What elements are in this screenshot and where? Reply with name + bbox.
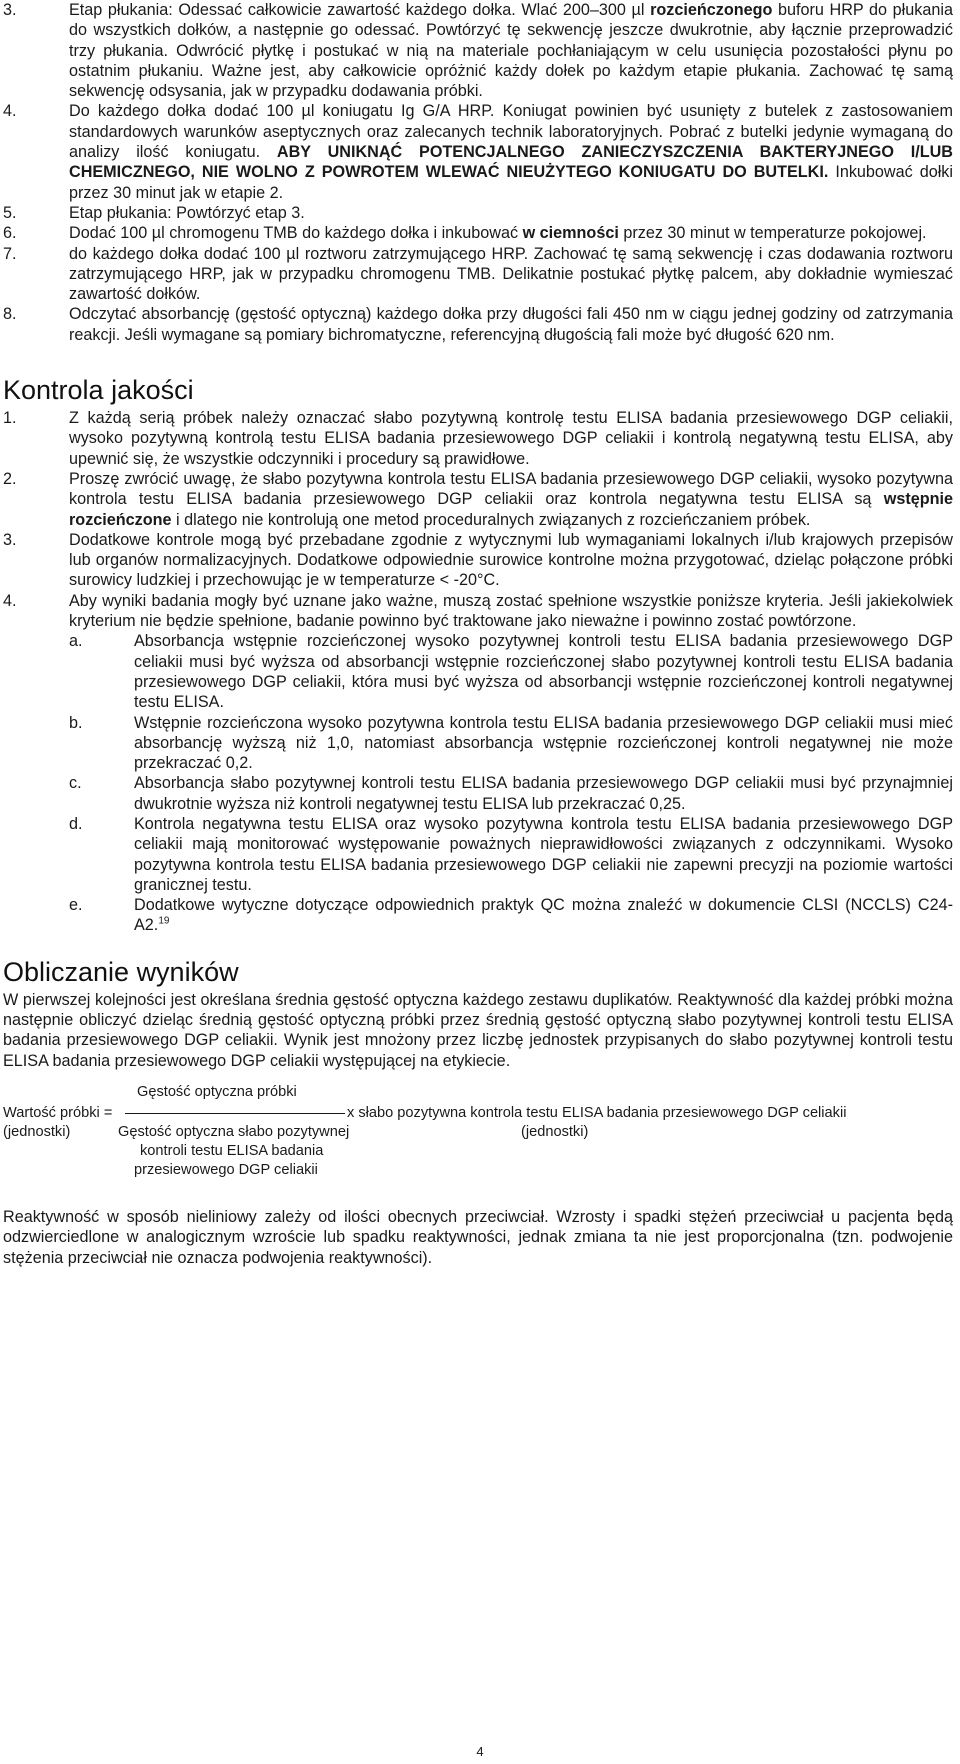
procedure-step-item	[3, 0, 953, 101]
qc-item	[3, 591, 953, 632]
qc-criterion-item	[69, 895, 953, 936]
results-outro-paragraph: Reaktywność w sposób nieliniowy zależy od ilości obecnych przeciwciał. Wzrosty i spadki stężeń przeciwciał u pacjenta będą odzwierciedlone w analogicznym wzroście lub spadku reaktywności, jednak zmiana ta nie jest proporcjonalna (tzn. podwojenie stężenia przeciwciał nie oznacza podwojenia reaktywności).	[3, 1207, 953, 1267]
qc-criterion-item	[69, 773, 953, 814]
qc-criterion-item	[69, 631, 953, 712]
formula-denominator-line-2: kontroli testu ELISA badania	[140, 1142, 324, 1159]
document-content	[3, 0, 953, 1268]
text-run: Etap płukania: Odessać całkowicie zawartość każdego dołka. Wlać 200–300 µl	[69, 1, 651, 19]
results-intro-paragraph: W pierwszej kolejności jest określana średnia gęstość optyczna każdego zestawu duplikatów. Reaktywność dla każdej próbki można następnie obliczyć dzieląc średnią gęstość optyczną próbki przez średnią gęstość optyczną słabo pozytywnej kontroli testu ELISA badania przesiewowego DGP celiakii. Wynik jest mnożony przez liczbę jednostek przypisanych do słabo pozytywnej kontroli testu ELISA badania przesiewowego DGP celiakii występującej na etykiecie.	[3, 990, 953, 1070]
qc-criterion-item-number: e.	[69, 896, 83, 915]
quality-control-criteria-list	[69, 631, 953, 935]
qc-item-number: 2.	[3, 469, 17, 488]
procedure-step-item-number: 3.	[3, 1, 17, 19]
qc-item-number: 3.	[3, 530, 17, 549]
text-run: Do każdego dołka dodać 100 µl koniugatu Ig G/A HRP. Koniugat powinien być usunięty z butelek z zastosowaniem standardowych warunków aseptycznych oraz zalecanych technik laboratoryjnych. Pobrać z butelki jedynie wymaganą do analizy ilość koniugatu.	[69, 102, 953, 162]
qc-item	[3, 408, 953, 469]
qc-item-number: 4.	[3, 591, 17, 610]
procedure-step-item-text	[69, 223, 953, 243]
procedure-step-item-number: 5.	[3, 203, 17, 222]
fraction-bar	[125, 1113, 345, 1114]
procedure-step-item	[3, 244, 953, 305]
emphasis-text: wstępnie rozcieńczone	[69, 490, 953, 529]
text-run: i dlatego nie kontrolują one metod proceduralnych związanych z rozcieńczaniem próbek.	[171, 510, 811, 529]
text-run: Wstępnie rozcieńczona wysoko pozytywna kontrola testu ELISA badania przesiewowego DGP celiakii musi mieć absorbancję wyższą niż 1,0, natomiast absorbancja wstępnie rozcieńczonej kontroli negatywnej nie może przekraczać 0,2.	[134, 713, 953, 773]
qc-item	[3, 469, 953, 530]
formula-numerator: Gęstość optyczna próbki	[137, 1083, 297, 1100]
qc-criterion-item-text	[134, 631, 953, 712]
text-run: Dodatkowe wytyczne dotyczące odpowiednich praktyk QC można znaleźć w dokumencie CLSI (NCCLS) C24-A2.	[134, 896, 953, 935]
procedure-step-item-number: 4.	[3, 102, 17, 121]
quality-control-heading: Kontrola jakości	[3, 375, 194, 406]
procedure-step-item-text	[69, 0, 953, 101]
page-number: 4	[476, 1744, 484, 1759]
results-calculation-heading: Obliczanie wyników	[3, 956, 239, 987]
qc-criterion-item	[69, 814, 953, 895]
emphasis-text: rozcieńczonego	[650, 1, 773, 19]
qc-item-text	[69, 591, 953, 632]
qc-criterion-item-number: d.	[69, 814, 83, 833]
text-run: Inkubować dołki przez 30 minut jak w etapie 2.	[69, 163, 953, 202]
qc-item	[3, 530, 953, 591]
qc-criterion-item-number: c.	[69, 774, 82, 793]
text-run: do każdego dołka dodać 100 µl roztworu zatrzymującego HRP. Zachować tę samą sekwencję i czas dodawania roztworu zatrzymującego HRP, jak w przypadku chromogenu TMB. Delikatnie postukać płytkę palcem, aby dokładnie wymieszać zawartość dołków.	[69, 244, 953, 304]
procedure-step-item	[3, 203, 953, 223]
procedure-step-item	[3, 223, 953, 243]
qc-criterion-item-number: a.	[69, 632, 83, 651]
text-run: Z każdą serią próbek należy oznaczać słabo pozytywną kontrolę testu ELISA badania przesiewowego DGP celiakii, wysoko pozytywną kontrolą testu ELISA badania przesiewowego DGP celiakii i kontrolą negatywną testu ELISA, aby upewnić się, że wszystkie odczynniki i procedury są prawidłowe.	[69, 409, 953, 468]
procedure-step-item-number: 6.	[3, 224, 17, 243]
qc-criterion-item-number: b.	[69, 713, 83, 732]
procedure-step-item-text	[69, 203, 953, 223]
procedure-step-item-number: 7.	[3, 244, 17, 263]
text-run: Odczytać absorbancję (gęstość optyczną) każdego dołka przy długości fali 450 nm w ciągu jednej godziny od zatrzymania reakcji. Jeśli wymagane są pomiary bichromatyczne, referencyjną długością fali może być długość 620 nm.	[69, 305, 953, 344]
procedure-step-item-text	[69, 101, 953, 202]
text-run: buforu HRP do płukania do wszystkich dołków, a następnie go odessać. Powtórzyć tę sekwencję jeszcze dwukrotnie, aby łącznie przeprowadzić trzy płukania. Odwrócić płytkę i postukać w nią na materiale pochłaniającym w celu usunięcia pozostałości płynu po ostatnim płukaniu. Ważne jest, aby całkowicie opróżnić każdy dołek po każdym etapie płukania. Zachować tę samą sekwencję odsysania, jak w przypadku dodawania próbki.	[69, 1, 953, 101]
qc-criterion-item-text	[134, 773, 953, 814]
formula-lhs-label: Wartość próbki =	[3, 1104, 113, 1121]
formula-denominator-line-3: przesiewowego DGP celiakii	[134, 1161, 318, 1178]
text-run: Absorbancja wstępnie rozcieńczonej wysoko pozytywnej kontroli testu ELISA badania przesiewowego DGP celiakii musi być wyższa od absorbancji wstępnie rozcieńczonej słabo pozytywnej kontroli testu ELISA badania przesiewowego DGP celiakii, która musi być wyższa od absorbancji wstępnie rozcieńczonej kontroli negatywnej testu ELISA.	[134, 632, 953, 712]
qc-criterion-item-text	[134, 814, 953, 895]
qc-criterion-item-text	[134, 713, 953, 774]
sample-value-formula	[3, 1083, 953, 1207]
qc-criterion-item	[69, 713, 953, 774]
text-run: Absorbancja słabo pozytywnej kontroli testu ELISA badania przesiewowego DGP celiakii musi być przynajmniej dwukrotnie wyższa niż kontroli negatywnej testu ELISA lub przekraczać 0,25.	[134, 774, 953, 813]
formula-rhs-label: x słabo pozytywna kontrola testu ELISA badania przesiewowego DGP celiakii	[347, 1104, 847, 1121]
formula-lhs-units: (jednostki)	[3, 1123, 71, 1140]
qc-item-text	[69, 408, 953, 469]
qc-item-text	[69, 469, 953, 530]
procedure-step-item	[3, 101, 953, 202]
quality-control-list	[3, 408, 953, 631]
procedure-steps-list	[3, 0, 953, 345]
qc-item-text	[69, 530, 953, 591]
procedure-step-item-number: 8.	[3, 305, 17, 324]
text-run: Etap płukania: Powtórzyć etap 3.	[69, 203, 305, 222]
reference-superscript: 19	[158, 916, 170, 928]
qc-item-number: 1.	[3, 409, 17, 428]
qc-criterion-item-text	[134, 895, 953, 936]
formula-denominator-line-1: Gęstość optyczna słabo pozytywnej	[118, 1123, 350, 1140]
text-run: Aby wyniki badania mogły być uznane jako ważne, muszą zostać spełnione wszystkie poniższe kryteria. Jeśli jakiekolwiek kryterium nie będzie spełnione, badanie powinno być traktowane jako nieważne i powinno zostać powtórzone.	[69, 591, 953, 631]
procedure-step-item-text	[69, 244, 953, 305]
text-run: Kontrola negatywna testu ELISA oraz wysoko pozytywna kontrola testu ELISA badania przesiewowego DGP celiakii mają monitorować występowanie poważnych nieprawidłowości związanych z odczynnikami. Wysoko pozytywna kontrola testu ELISA badania przesiewowego DGP celiakii nie zapewni precyzji na poziomie wartości granicznej testu.	[134, 814, 953, 894]
text-run: Dodatkowe kontrole mogą być przebadane zgodnie z wytycznymi lub wymaganiami lokalnych i/lub krajowych przepisów lub organów normalizacyjnych. Dodatkowe odpowiednie surowice kontrolne można przygotować, dzieląc połączone próbki surowicy ludzkiej i przechowując je w temperaturze < -20°C.	[69, 530, 953, 590]
text-run: Dodać 100 µl chromogenu TMB do każdego dołka i inkubować	[69, 224, 523, 243]
formula-rhs-units: (jednostki)	[521, 1123, 589, 1140]
procedure-step-item-text	[69, 304, 953, 345]
text-run: przez 30 minut w temperaturze pokojowej.	[618, 224, 927, 243]
emphasis-text: ABY UNIKNĄĆ POTENCJALNEGO ZANIECZYSZCZENIA BAKTERYJNEGO I/LUB CHEMICZNEGO, NIE WOLNO Z POWROTEM WLEWAĆ NIEUŻYTEGO KONIUGATU DO BUTELKI.	[69, 143, 953, 182]
procedure-step-item	[3, 304, 953, 345]
emphasis-text: w ciemności	[522, 224, 619, 243]
text-run: Proszę zwrócić uwagę, że słabo pozytywna kontrola testu ELISA badania przesiewowego DGP celiakii, wysoko pozytywna kontrola testu ELISA badania przesiewowego DGP celiakii oraz kontrola negatywna testu ELISA są	[69, 469, 953, 509]
